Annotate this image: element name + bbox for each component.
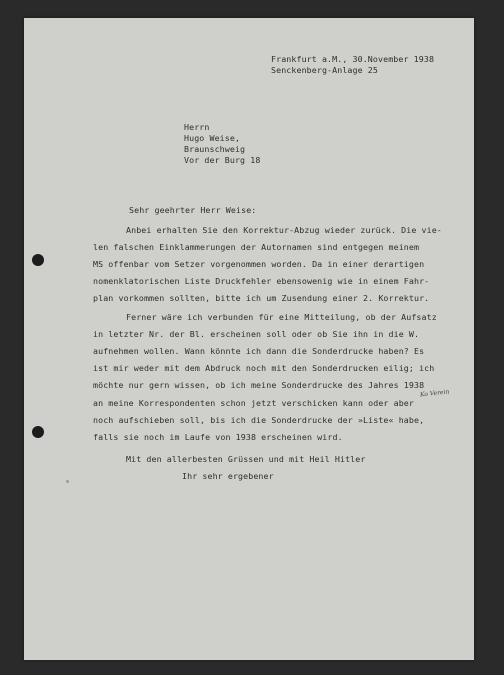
punch-hole-top <box>32 254 44 266</box>
body-line: in letzter Nr. der Bl. erscheinen soll oder ob Sie ihn in die W. <box>93 329 420 339</box>
body-line: nomenklatorischen Liste Druckfehler ebensowenig wie in einem Fahr- <box>93 276 430 286</box>
body-line: falls sie noch im Laufe von 1938 erscheinen wird. <box>93 432 343 442</box>
body-line: Ferner wäre ich verbunden für eine Mitteilung, ob der Aufsatz <box>126 312 437 322</box>
closing-line: Mit den allerbesten Grüssen und mit Heil Hitler <box>126 454 366 464</box>
closing-line: Ihr sehr ergebener <box>182 471 274 481</box>
body-line: möchte nur gern wissen, ob ich meine Sonderdrucke des Jahres 1938 <box>93 380 425 390</box>
body-line: plan vorkommen sollten, bitte ich um Zusendung einer 2. Korrektur. <box>93 293 430 303</box>
body-line: ist mir weder mit dem Abdruck noch mit den Sonderdrucken eilig; ich <box>93 363 435 373</box>
body-line: noch aufschieben soll, bis ich die Sonderdrucke der »Liste« habe, <box>93 415 425 425</box>
body-line: an meine Korrespondenten schon jetzt verschicken kann oder aber <box>93 398 414 408</box>
salutation: Sehr geehrter Herr Weise: <box>129 205 257 215</box>
recipient-line: Hugo Weise, <box>184 133 241 143</box>
recipient-line: Vor der Burg 18 <box>184 155 261 165</box>
body-line: len falschen Einklammerungen der Autornamen sind entgegen meinem <box>93 242 420 252</box>
body-line: aufnehmen wollen. Wann könnte ich dann die Sonderdrucke haben? Es <box>93 346 425 356</box>
handwritten-annotation: Ko Verein <box>419 388 450 399</box>
body-line: MS offenbar vom Setzer vorgenommen worden. Da in einer derartigen <box>93 259 425 269</box>
paper-speck <box>66 480 69 483</box>
sender-address: Senckenberg-Anlage 25 <box>271 65 378 75</box>
recipient-line: Braunschweig <box>184 144 246 154</box>
dateline: Frankfurt a.M., 30.November 1938 <box>271 54 435 64</box>
recipient-line: Herrn <box>184 122 210 132</box>
letter-page <box>24 18 474 660</box>
punch-hole-bottom <box>32 426 44 438</box>
body-line: Anbei erhalten Sie den Korrektur-Abzug wieder zurück. Die vie- <box>126 225 442 235</box>
